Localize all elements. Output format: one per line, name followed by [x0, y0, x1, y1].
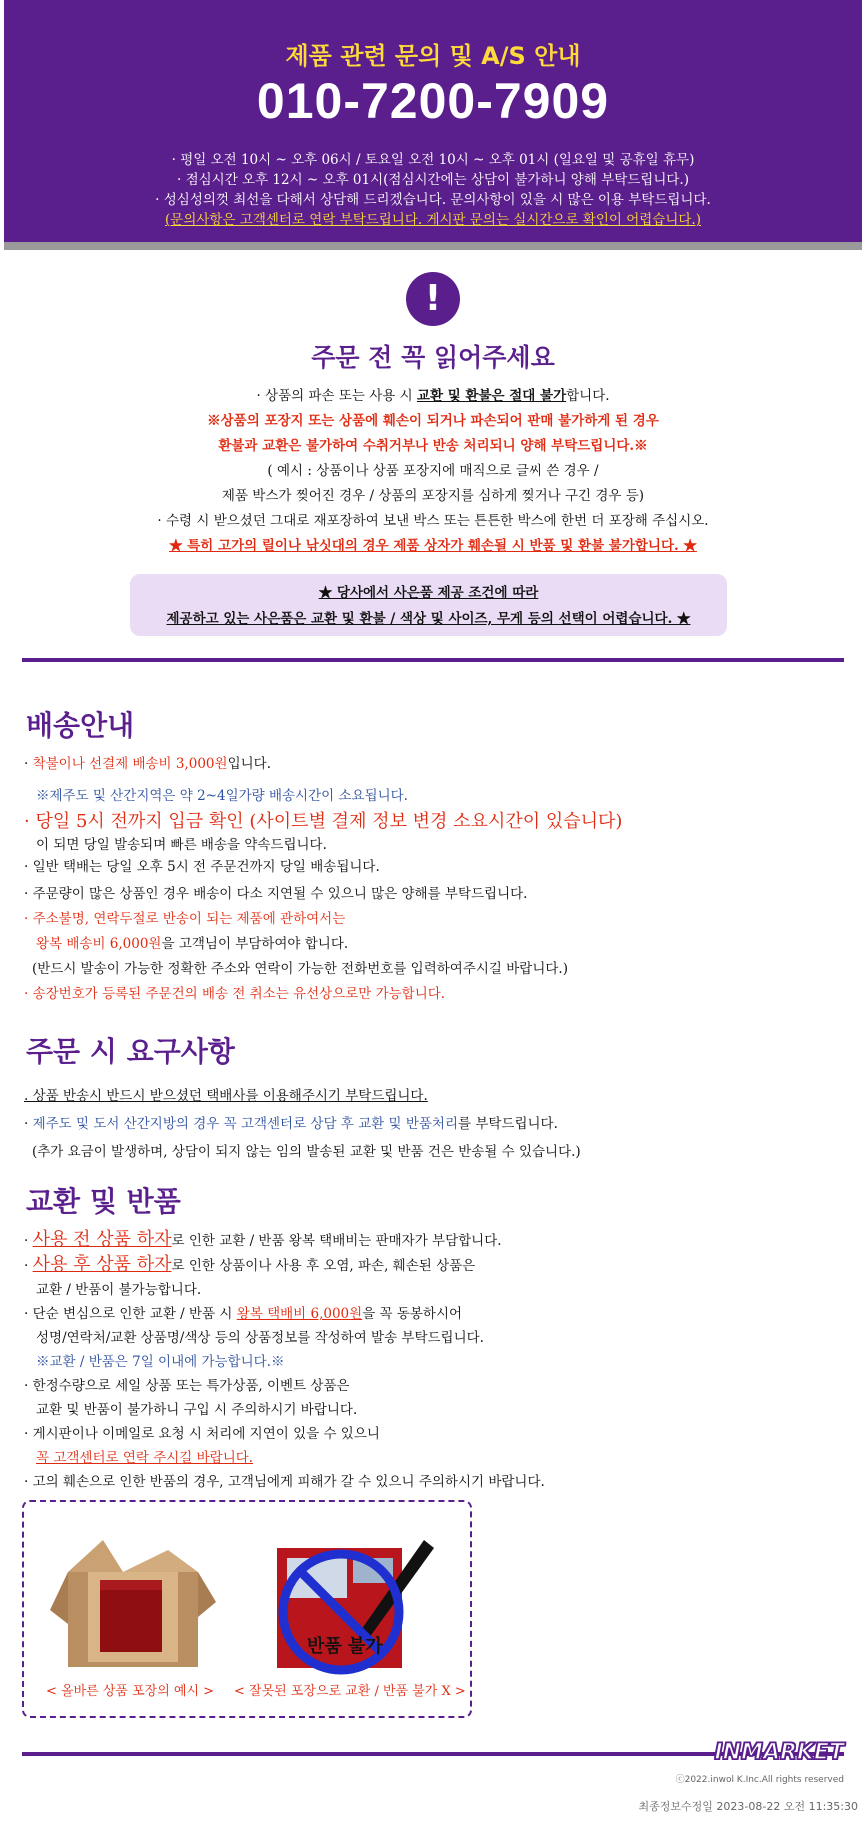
- return-line: 교환 / 반품이 불가능합니다.: [36, 1282, 202, 1298]
- section-divider: [22, 658, 844, 662]
- return-emphasis: 왕복 택배비 6,000원: [236, 1306, 363, 1322]
- shipping-text: ·: [24, 756, 33, 772]
- last-updated-text: 최종정보수정일 2023-08-22 오전 11:35:30: [638, 1800, 858, 1813]
- notice-line: [0, 384, 866, 409]
- returns-lines: [24, 1228, 844, 1494]
- header-title: 제품 관련 문의 및 A/S 안내: [285, 42, 581, 70]
- shipping-text: 을 고객님이 부담하여야 합니다.: [161, 936, 349, 952]
- requirement-text: 를 부탁드립니다.: [458, 1116, 558, 1132]
- notice-lines: [0, 384, 866, 559]
- correct-packaging-caption: < 올바른 상품 포장의 예시 >: [46, 1684, 215, 1699]
- return-line: 성명/연락처/교환 상품명/색상 등의 상품정보를 작성하여 발송 부탁드립니다.: [36, 1330, 484, 1346]
- return-line: [24, 1302, 844, 1326]
- shipping-line: [24, 932, 844, 957]
- gift-line: 제공하고 있는 사은품은 교환 및 환불 / 색상 및 사이즈, 무게 등의 선택이 어렵습니다. ★: [166, 611, 691, 627]
- packaging-example-box: [22, 1500, 472, 1718]
- contact-header: [4, 0, 862, 250]
- requirement-line: . 상품 반송시 반드시 받으셨던 택배사를 이용해주시기 부탁드립니다.: [24, 1088, 428, 1104]
- lunch-line: · 점심시간 오후 12시 ~ 오후 01시(점심시간에는 상담이 불가하니 양해 부탁드립니다.): [177, 172, 689, 188]
- shipping-title: 배송안내: [26, 709, 135, 742]
- return-text: 을 꼭 동봉하시어: [362, 1306, 463, 1322]
- shipping-line: · 주소불명, 연락두절로 반송이 되는 제품에 관하여서는: [24, 911, 346, 927]
- shipping-line: · 주문량이 많은 상품인 경우 배송이 다소 지연될 수 있으니 많은 양해를 부탁드립니다.: [24, 886, 528, 902]
- inquiry-highlight: (문의사항은 고객센터로 연락 부탁드립니다. 게시판 문의는 실시간으로 확인이 어렵습니다.): [165, 212, 701, 228]
- phone-number: 010-7200-7909: [256, 73, 610, 129]
- return-emphasis: 사용 전 상품 하자: [32, 1229, 172, 1250]
- requirement-text: ·: [24, 1116, 33, 1132]
- shipping-line: (반드시 발송이 가능한 정확한 주소와 연락이 가능한 전화번호를 입력하여주시길 바랍니다.): [32, 961, 568, 977]
- return-line: 교환 및 반품이 불가하니 구입 시 주의하시기 바랍니다.: [36, 1402, 358, 1418]
- service-line: · 성심성의껏 최선을 다해서 상담해 드리겠습니다. 문의사항이 있을 시 많은 이용 부탁드립니다.: [155, 192, 711, 208]
- gift-notice-box: [130, 574, 727, 636]
- requirements-title: 주문 시 요구사항: [26, 1035, 235, 1068]
- defaced-box-text: 반품 불가: [307, 1636, 383, 1657]
- shipping-text: 입니다.: [227, 756, 271, 772]
- hours-line: · 평일 오전 10시 ~ 오후 06시 / 토요일 오전 10시 ~ 오후 01시 (일요일 및 공휴일 휴무): [171, 152, 695, 168]
- copyright-text: ⓒ2022.inwol K.Inc.All rights reserved: [675, 1775, 844, 1785]
- notice-line: 제품 박스가 찢어진 경우 / 상품의 포장지를 심하게 찢거나 구긴 경우 등): [221, 488, 645, 504]
- return-text: 로 인한 교환 / 반품 왕복 택배비는 판매자가 부담합니다.: [171, 1233, 502, 1249]
- shipping-line: 이 되면 당일 발송되며 빠른 배송을 약속드립니다.: [36, 837, 327, 853]
- notice-text: · 상품의 파손 또는 사용 시: [256, 388, 417, 404]
- return-line: · 고의 훼손으로 인한 반품의 경우, 고객님에게 피해가 갈 수 있으니 주의하시기 바랍니다.: [24, 1474, 545, 1490]
- incorrect-packaging-image: [269, 1528, 439, 1678]
- shipping-line: ※제주도 및 산간지역은 약 2~4일가량 배송시간이 소요됩니다.: [36, 788, 408, 804]
- returns-title: 교환 및 반품: [26, 1185, 181, 1218]
- return-text: · 단순 변심으로 인한 교환 / 반품 시: [24, 1306, 237, 1322]
- gift-line: ★ 당사에서 사은품 제공 조건에 따라: [318, 585, 539, 601]
- requirement-line: (추가 요금이 발생하며, 상담이 되지 않는 임의 발송된 교환 및 반품 건은 반송될 수 있습니다.): [32, 1144, 581, 1160]
- shipping-line: · 당일 5시 전까지 입금 확인 (사이트별 결제 정보 변경 소요시간이 있습니다): [24, 811, 623, 832]
- shipping-lines: [24, 752, 844, 1007]
- return-text: ·: [24, 1233, 33, 1249]
- notice-warning: ★ 특히 고가의 릴이나 낚싯대의 경우 제품 상자가 훼손될 시 반품 및 환불 불가합니다. ★: [169, 538, 697, 554]
- shipping-emphasis: 왕복 배송비 6,000원: [36, 936, 162, 952]
- return-line: · 한정수량으로 세일 상품 또는 특가상품, 이벤트 상품은: [24, 1378, 350, 1394]
- requirements-lines: [24, 1082, 844, 1166]
- notice-title: 주문 전 꼭 읽어주세요: [311, 343, 555, 372]
- header-info-lines: [4, 150, 862, 230]
- notice-line: · 수령 시 받으셨던 그대로 재포장하여 보낸 박스 또는 튼튼한 박스에 한번 더 포장해 주십시오.: [157, 513, 709, 529]
- exclamation-icon: !: [406, 272, 460, 326]
- shipping-line: · 일반 택배는 당일 오후 5시 전 주문건까지 당일 배송됩니다.: [24, 859, 380, 875]
- shipping-line: · 송장번호가 등록된 주문건의 배송 전 취소는 유선상으로만 가능합니다.: [24, 986, 446, 1002]
- return-text: 로 인한 상품이나 사용 후 오염, 파손, 훼손된 상품은: [171, 1258, 476, 1274]
- notice-line: ( 예시 : 상품이나 상품 포장지에 매직으로 글씨 쓴 경우 /: [267, 463, 599, 479]
- return-line: [24, 1253, 844, 1278]
- notice-line: 환불과 교환은 불가하여 수취거부나 반송 처리되니 양해 부탁드립니다.※: [218, 438, 648, 454]
- return-line: ※교환 / 반품은 7일 이내에 가능합니다.※: [36, 1354, 285, 1370]
- notice-emphasis: 교환 및 환불은 절대 불가: [416, 388, 567, 404]
- return-line: [24, 1228, 844, 1253]
- requirement-line: [24, 1110, 844, 1138]
- notice-line: ※상품의 포장지 또는 상품에 훼손이 되거나 파손되어 판매 불가하게 된 경우: [207, 413, 659, 429]
- notice-text: 합니다.: [566, 388, 610, 404]
- return-line: · 게시판이나 이메일로 요청 시 처리에 지연이 있을 수 있으니: [24, 1426, 380, 1442]
- return-text: ·: [24, 1258, 33, 1274]
- shipping-emphasis: 착불이나 선결제 배송비 3,000원: [32, 756, 228, 772]
- correct-packaging-image: [48, 1532, 218, 1672]
- inmarket-logo: INMARKET: [714, 1740, 844, 1765]
- return-line: 꼭 고객센터로 연락 주시길 바랍니다.: [36, 1450, 254, 1466]
- incorrect-packaging-caption: < 잘못된 포장으로 교환 / 반품 불가 X >: [234, 1684, 466, 1699]
- requirement-emphasis: 제주도 및 도서 산간지방의 경우 꼭 고객센터로 상담 후 교환 및 반품처리: [32, 1116, 458, 1132]
- shipping-line: [24, 752, 844, 777]
- return-emphasis: 사용 후 상품 하자: [32, 1254, 172, 1275]
